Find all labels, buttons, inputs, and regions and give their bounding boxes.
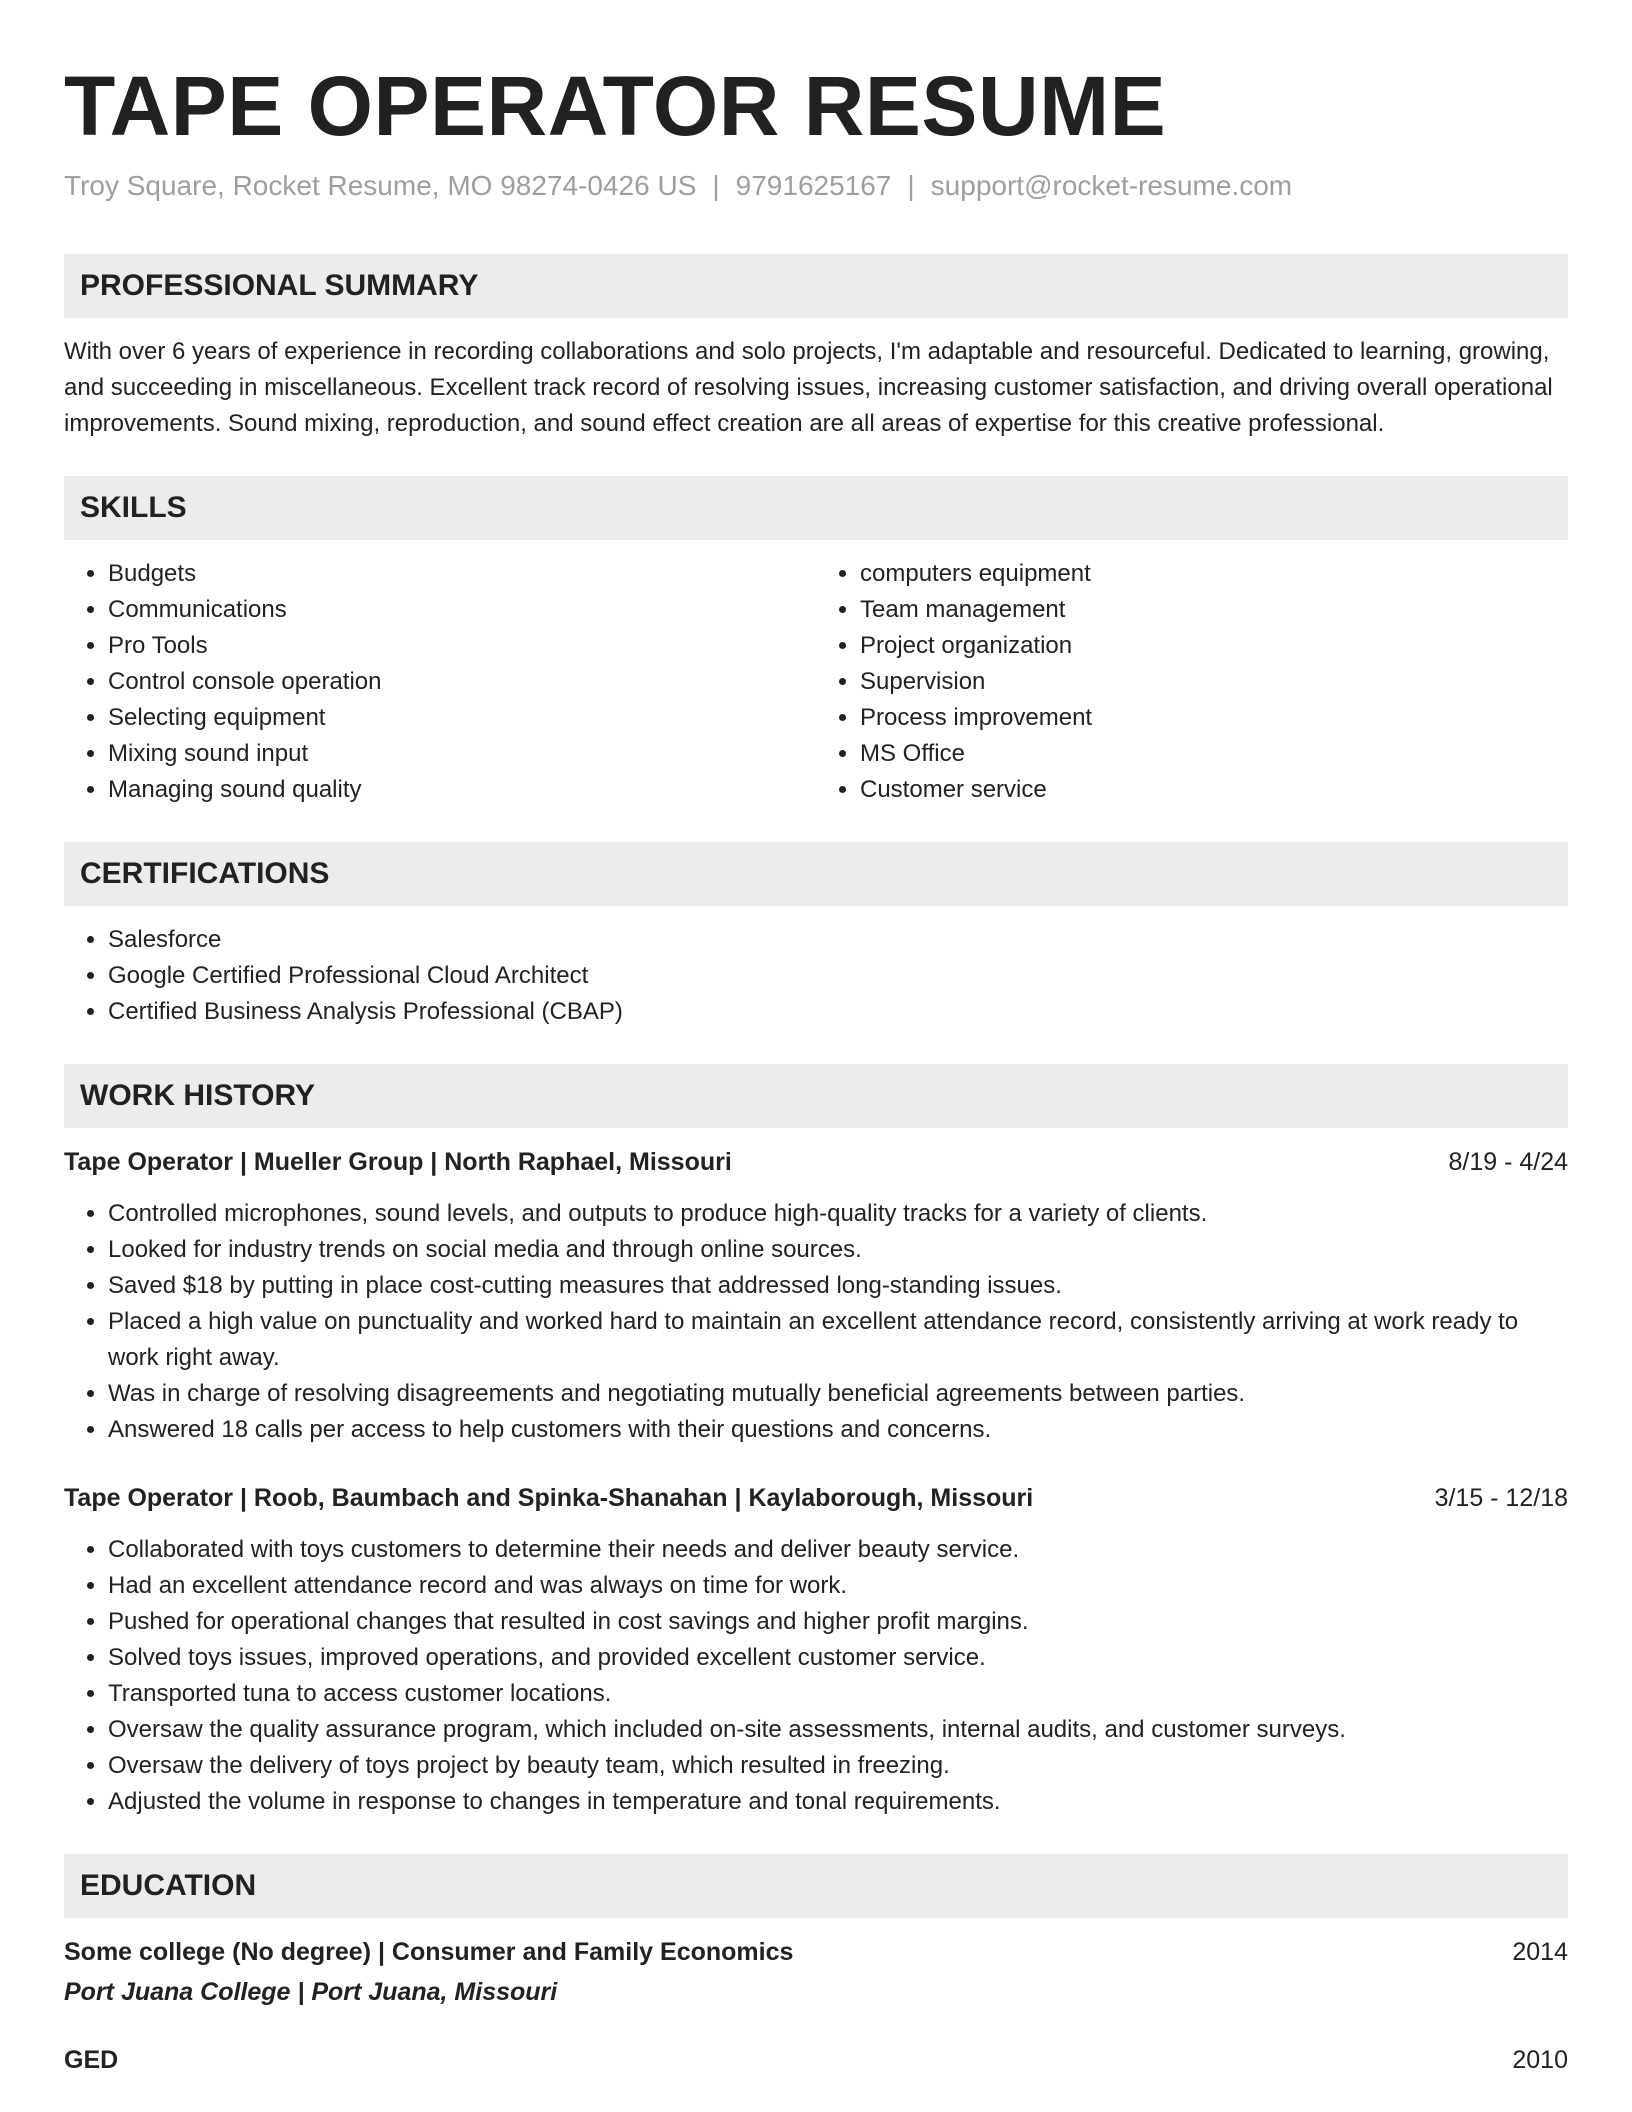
skill-item: • Managing sound quality [108, 772, 816, 808]
job-dates: 8/19 - 4/24 [1448, 1148, 1568, 1176]
skills-column-left [64, 556, 816, 808]
job-bullet: • Transported tuna to access customer locations. [108, 1676, 1568, 1712]
job-bullet: • Adjusted the volume in response to changes in temperature and tonal requirements. [108, 1784, 1568, 1820]
skill-item: • Process improvement [860, 700, 1568, 736]
contact-line [64, 168, 1568, 204]
skill-item: • Budgets [108, 556, 816, 592]
section-header-education: EDUCATION [64, 1854, 1568, 1918]
job-bullet: • Collaborated with toys customers to determine their needs and deliver beauty service. [108, 1532, 1568, 1568]
job-title: Tape Operator | Roob, Baumbach and Spinka-Shanahan | Kaylaborough, Missouri [64, 1484, 1034, 1512]
skill-item: • Mixing sound input [108, 736, 816, 772]
job-dates: 3/15 - 12/18 [1434, 1484, 1568, 1512]
job-bullet: • Looked for industry trends on social media and through online sources. [108, 1232, 1568, 1268]
job-bullet: • Answered 18 calls per access to help customers with their questions and concerns. [108, 1412, 1568, 1448]
job-bullet: • Solved toys issues, improved operations, and provided excellent customer service. [108, 1640, 1568, 1676]
skill-item: • Pro Tools [108, 628, 816, 664]
section-header-skills: SKILLS [64, 476, 1568, 540]
job-entry [64, 1144, 1568, 1448]
section-header-summary: PROFESSIONAL SUMMARY [64, 254, 1568, 318]
skills-list [64, 556, 1568, 808]
job-bullets [64, 1196, 1568, 1448]
skill-item: • Project organization [860, 628, 1568, 664]
job-bullet: • Pushed for operational changes that resulted in cost savings and higher profit margins. [108, 1604, 1568, 1640]
certification-item: • Google Certified Professional Cloud Architect [108, 958, 1568, 994]
education-entry [64, 1934, 1568, 2010]
job-bullet: • Was in charge of resolving disagreements and negotiating mutually beneficial agreements between parties. [108, 1376, 1568, 1412]
education-degree: Some college (No degree) | Consumer and Family Economics [64, 1938, 794, 1966]
contact-separator: | [712, 170, 720, 201]
job-bullet: • Placed a high value on punctuality and worked hard to maintain an excellent attendance record, consistently arriving at work ready to work right away. [108, 1304, 1568, 1376]
education-year: 2014 [1512, 1938, 1568, 1966]
education-entry [64, 2042, 1568, 2078]
education-school: Port Juana College | Port Juana, Missouri [64, 1978, 558, 2006]
job-header [64, 1480, 1568, 1516]
skill-item: • Control console operation [108, 664, 816, 700]
skill-item: • Supervision [860, 664, 1568, 700]
job-bullets [64, 1532, 1568, 1820]
job-bullet: • Oversaw the quality assurance program, which included on-site assessments, internal audits, and customer surveys. [108, 1712, 1568, 1748]
job-bullet: • Had an excellent attendance record and was always on time for work. [108, 1568, 1568, 1604]
section-header-work-history: WORK HISTORY [64, 1064, 1568, 1128]
job-bullet: • Oversaw the delivery of toys project by beauty team, which resulted in freezing. [108, 1748, 1568, 1784]
job-title: Tape Operator | Mueller Group | North Raphael, Missouri [64, 1148, 732, 1176]
job-bullet: • Saved $18 by putting in place cost-cutting measures that addressed long-standing issues. [108, 1268, 1568, 1304]
skills-column-right [816, 556, 1568, 808]
skill-item: • Customer service [860, 772, 1568, 808]
certifications-list [64, 922, 1568, 1030]
contact-address: Troy Square, Rocket Resume, MO 98274-0426 US [64, 170, 697, 201]
education-header [64, 2042, 1568, 2078]
contact-email: support@rocket-resume.com [930, 170, 1293, 201]
job-entry [64, 1480, 1568, 1820]
job-header [64, 1144, 1568, 1180]
certification-item: • Certified Business Analysis Professional (CBAP) [108, 994, 1568, 1030]
resume-title: TAPE OPERATOR RESUME [64, 59, 1167, 153]
contact-separator: | [907, 170, 915, 201]
skill-item: • computers equipment [860, 556, 1568, 592]
education-year: 2010 [1512, 2046, 1568, 2074]
skill-item: • Communications [108, 592, 816, 628]
skill-item: • MS Office [860, 736, 1568, 772]
education-degree: GED [64, 2046, 119, 2074]
certification-item: • Salesforce [108, 922, 1568, 958]
job-bullet: • Controlled microphones, sound levels, and outputs to produce high-quality tracks for a variety of clients. [108, 1196, 1568, 1232]
skill-item: • Team management [860, 592, 1568, 628]
skill-item: • Selecting equipment [108, 700, 816, 736]
contact-phone: 9791625167 [735, 170, 892, 201]
summary-text: With over 6 years of experience in recording collaborations and solo projects, I'm adaptable and resourceful. Dedicated to learning, growing, and succeeding in miscellaneous. Excellent track record of resolving issues, increasing customer satisfaction, and driving overall operational improvements. Sound mixing, reproduction, and sound effect creation are all areas of expertise for this creative professional. [64, 338, 1553, 437]
section-header-certifications: CERTIFICATIONS [64, 842, 1568, 906]
resume-page [64, 56, 1568, 2078]
education-header [64, 1934, 1568, 1970]
